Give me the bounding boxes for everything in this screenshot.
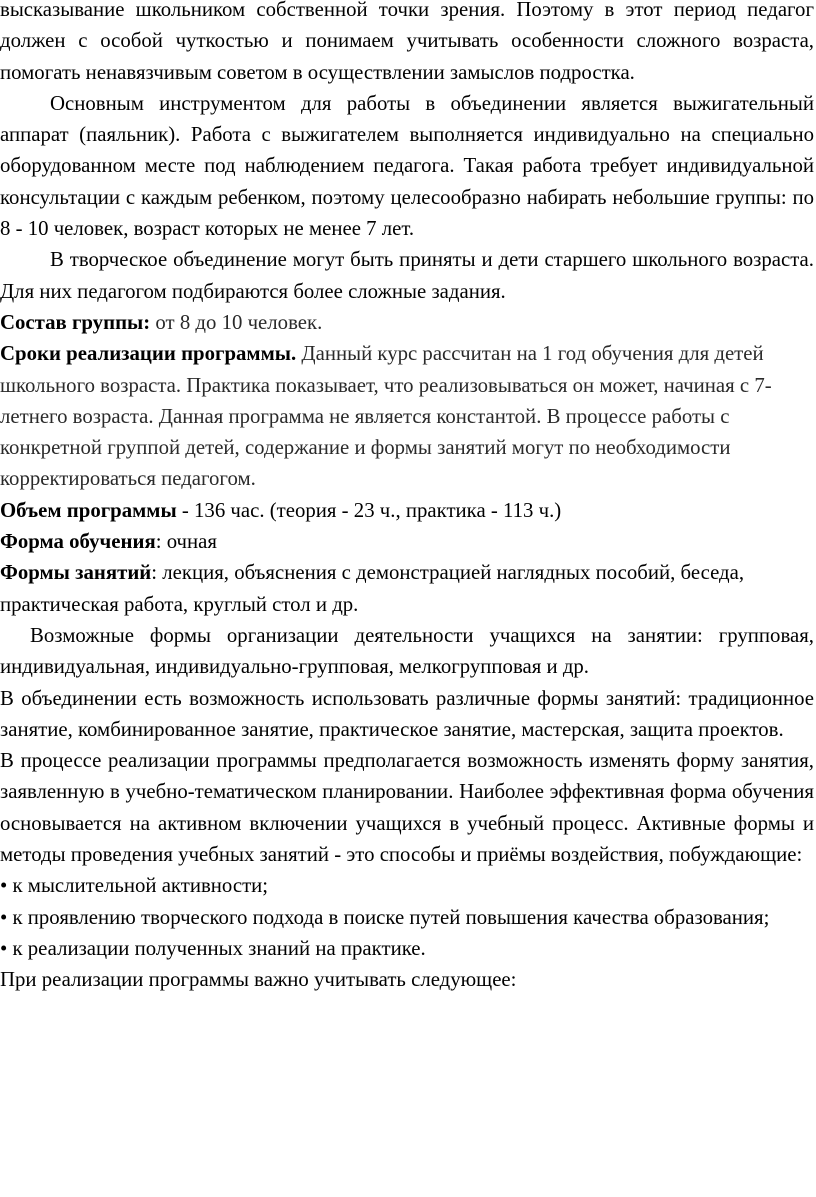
study-form-value: : очная [155,530,217,554]
program-volume-line [0,495,814,526]
program-terms-paragraph [0,338,814,494]
bullet-item: • к проявлению творческого подхода в поиске путей повышения качества образования; [0,905,770,929]
study-form-label: Форма обучения [0,530,156,554]
lesson-forms-value: : лекция, объяснения с демонстрацией наглядных пособий, беседа, практическая работа, круглый стол и др. [0,561,745,616]
paragraph-age-considerations: высказывание школьником собственной точки зрения. Поэтому в этот период педагог должен с особой чуткостью и понимаем учитывать особенности сложного возраста, помогать ненавязчивым советом в осуществлении замыслов подростка. [0,0,814,84]
lesson-forms-paragraph [0,557,814,620]
group-size-label: Состав группы: [0,310,151,334]
paragraph-older-students: В творческое объединение могут быть приняты и дети старшего школьного возраста. Для них педагогом подбираются более сложные задания. [0,248,814,303]
lesson-forms-label: Формы занятий [0,561,152,585]
paragraph-lesson-types: В объединении есть возможность использовать различные формы занятий: традиционное занятие, комбинированное занятие, практическое занятие, мастерская, защита проектов. [0,686,814,741]
program-terms-label: Сроки реализации программы. [0,342,297,366]
study-form-line [0,526,814,557]
program-volume-value: - 136 час. (теория - 23 ч., практика - 113 ч.) [176,498,562,522]
group-size-value: от 8 до 10 человек. [150,310,323,334]
bullet-item: • к реализации полученных знаний на практике. [0,936,426,960]
bullet-item: • к мыслительной активности; [0,874,269,898]
paragraph-closing: При реализации программы важно учитывать следующее: [0,968,517,992]
program-volume-label: Объем программы [0,498,177,522]
program-terms-value: Данный курс рассчитан на 1 год обучения для детей школьного возраста. Практика показывает, что реализовываться он может, начиная с 7-летнего возраста. Данная программа не является константой. В процессе работы с конкретной группой детей, содержание и формы занятий могут по необходимости корректироваться педагогом. [0,342,772,491]
paragraph-main-tool: Основным инструментом для работы в объединении является выжигательный аппарат (паяльник). Работа с выжигателем выполняется индивидуально на специально оборудованном месте под наблюдением педагога. Такая работа требует индивидуальной консультации с каждым ребенком, поэтому целесообразно набирать небольшие группы: по 8 - 10 человек, возраст которых не менее 7 лет. [0,91,814,241]
paragraph-activity-forms: Возможные формы организации деятельности учащихся на занятии: групповая, индивидуальная, индивидуально-групповая, мелкогрупповая и др. [0,623,814,679]
paragraph-active-methods: В процессе реализации программы предполагается возможность изменять форму занятия, заявленную в учебно-тематическом планировании. Наиболее эффективная форма обучения основывается на активном включении учащихся в учебный процесс. Активные формы и методы проведения учебных занятий - это способы и приёмы воздействия, побуждающие: [0,749,814,867]
group-size-line [0,307,814,338]
